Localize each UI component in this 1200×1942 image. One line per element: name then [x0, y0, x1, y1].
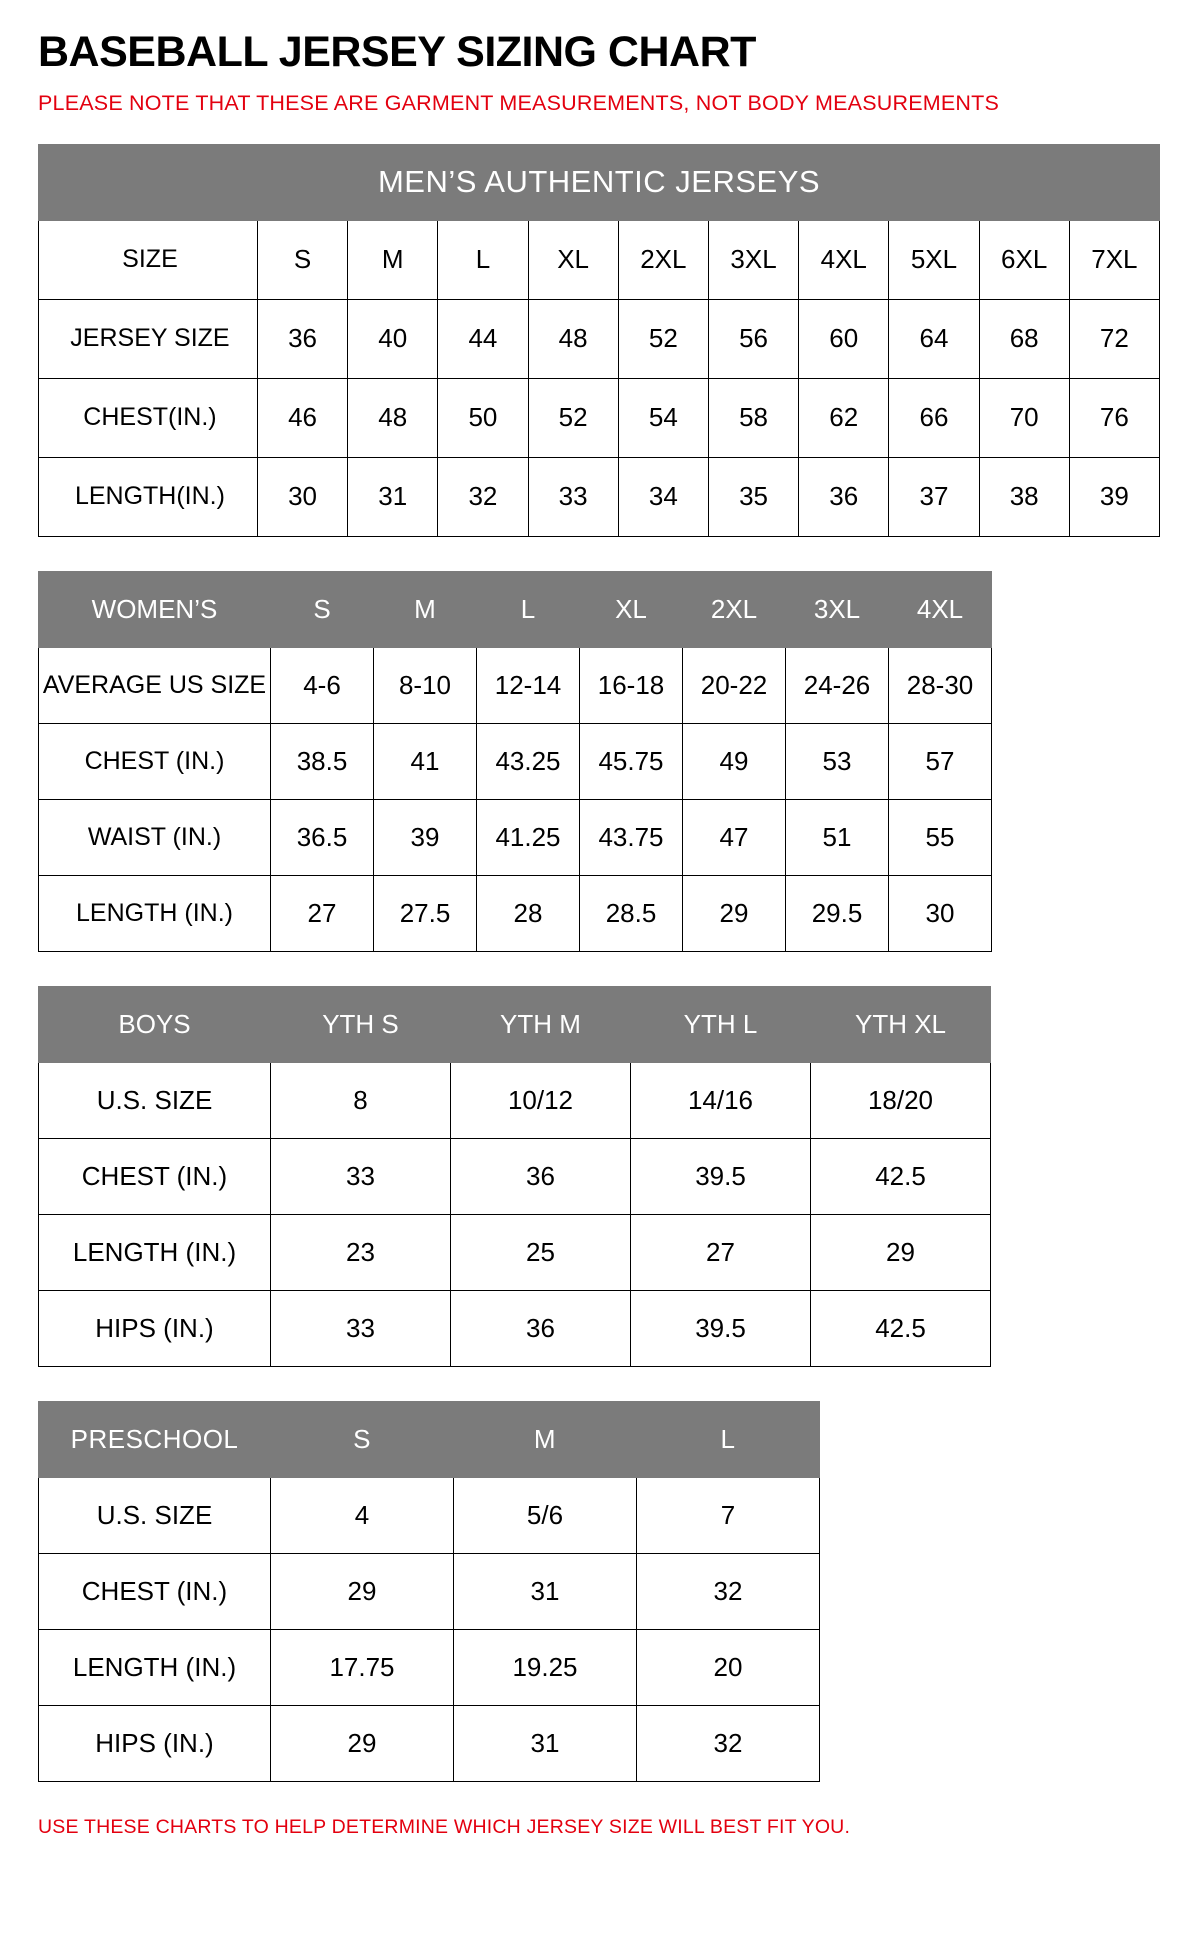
table-row	[39, 1290, 991, 1366]
column-header: S	[271, 1401, 454, 1477]
cell: 29	[811, 1214, 991, 1290]
cell: 18/20	[811, 1062, 991, 1138]
cell: 28.5	[580, 875, 683, 951]
boys-sizing-table	[38, 986, 991, 1367]
cell: 40	[348, 299, 438, 378]
womens-sizing-table	[38, 571, 992, 952]
cell: 4	[271, 1477, 454, 1553]
cell: 33	[528, 457, 618, 536]
boys-header-label: BOYS	[39, 986, 271, 1062]
cell: 32	[637, 1553, 820, 1629]
cell: XL	[528, 220, 618, 299]
cell: 31	[454, 1553, 637, 1629]
cell: 29	[271, 1705, 454, 1781]
cell: 50	[438, 378, 528, 457]
cell: 54	[618, 378, 708, 457]
preschool-header-label: PRESCHOOL	[39, 1401, 271, 1477]
cell: 58	[708, 378, 798, 457]
cell: 36.5	[271, 799, 374, 875]
cell: 29.5	[786, 875, 889, 951]
row-label: LENGTH(IN.)	[39, 457, 258, 536]
cell: 14/16	[631, 1062, 811, 1138]
column-header: YTH S	[271, 986, 451, 1062]
cell: 52	[618, 299, 708, 378]
cell: 30	[889, 875, 992, 951]
table-row	[39, 378, 1160, 457]
cell: 42.5	[811, 1138, 991, 1214]
cell: M	[348, 220, 438, 299]
cell: 55	[889, 799, 992, 875]
column-header: YTH XL	[811, 986, 991, 1062]
cell: 38	[979, 457, 1069, 536]
cell: 56	[708, 299, 798, 378]
cell: 19.25	[454, 1629, 637, 1705]
column-header: L	[637, 1401, 820, 1477]
cell: 66	[889, 378, 979, 457]
cell: 30	[257, 457, 347, 536]
cell: 36	[257, 299, 347, 378]
column-header: S	[271, 571, 374, 647]
cell: 51	[786, 799, 889, 875]
row-label: LENGTH (IN.)	[39, 875, 271, 951]
cell: 28	[477, 875, 580, 951]
cell: 23	[271, 1214, 451, 1290]
cell: 27	[271, 875, 374, 951]
cell: 48	[528, 299, 618, 378]
row-label: U.S. SIZE	[39, 1062, 271, 1138]
cell: 76	[1069, 378, 1159, 457]
cell: 39.5	[631, 1290, 811, 1366]
column-header: YTH M	[451, 986, 631, 1062]
cell: 4XL	[799, 220, 889, 299]
cell: 44	[438, 299, 528, 378]
table-row	[39, 1629, 820, 1705]
cell: 7	[637, 1477, 820, 1553]
cell: 8	[271, 1062, 451, 1138]
row-label: LENGTH (IN.)	[39, 1214, 271, 1290]
cell: 12-14	[477, 647, 580, 723]
cell: 3XL	[708, 220, 798, 299]
cell: 31	[348, 457, 438, 536]
row-label: HIPS (IN.)	[39, 1705, 271, 1781]
cell: 10/12	[451, 1062, 631, 1138]
row-label: JERSEY SIZE	[39, 299, 258, 378]
cell: 25	[451, 1214, 631, 1290]
column-header: 4XL	[889, 571, 992, 647]
cell: 33	[271, 1290, 451, 1366]
row-label: CHEST (IN.)	[39, 1553, 271, 1629]
cell: 52	[528, 378, 618, 457]
table-row	[39, 457, 1160, 536]
row-label: LENGTH (IN.)	[39, 1629, 271, 1705]
cell: 37	[889, 457, 979, 536]
cell: 53	[786, 723, 889, 799]
cell: 38.5	[271, 723, 374, 799]
cell: 16-18	[580, 647, 683, 723]
table-row	[39, 723, 992, 799]
table-row	[39, 1553, 820, 1629]
cell: 39	[374, 799, 477, 875]
page-title: BASEBALL JERSEY SIZING CHART	[38, 28, 756, 76]
cell: 35	[708, 457, 798, 536]
cell: 39	[1069, 457, 1159, 536]
cell: 20	[637, 1629, 820, 1705]
table-row	[39, 647, 992, 723]
cell: 43.25	[477, 723, 580, 799]
row-label: CHEST (IN.)	[39, 1138, 271, 1214]
table-row	[39, 1401, 820, 1477]
table-row	[39, 1477, 820, 1553]
table-row	[39, 299, 1160, 378]
cell: 41.25	[477, 799, 580, 875]
column-header: L	[477, 571, 580, 647]
cell: 28-30	[889, 647, 992, 723]
table-row	[39, 1138, 991, 1214]
cell: 48	[348, 378, 438, 457]
cell: 36	[799, 457, 889, 536]
row-label: AVERAGE US SIZE	[39, 647, 271, 723]
row-label: SIZE	[39, 220, 258, 299]
cell: 41	[374, 723, 477, 799]
mens-sizing-table	[38, 144, 1160, 537]
column-header: XL	[580, 571, 683, 647]
mens-banner: MEN’S AUTHENTIC JERSEYS	[39, 144, 1160, 220]
cell: 20-22	[683, 647, 786, 723]
cell: S	[257, 220, 347, 299]
cell: 49	[683, 723, 786, 799]
cell: 45.75	[580, 723, 683, 799]
column-header: 3XL	[786, 571, 889, 647]
row-label: WAIST (IN.)	[39, 799, 271, 875]
table-row	[39, 986, 991, 1062]
womens-header-label: WOMEN’S	[39, 571, 271, 647]
table-row	[39, 1705, 820, 1781]
table-row	[39, 1062, 991, 1138]
table-row	[39, 220, 1160, 299]
column-header: M	[374, 571, 477, 647]
cell: L	[438, 220, 528, 299]
table-row	[39, 875, 992, 951]
cell: 24-26	[786, 647, 889, 723]
cell: 32	[438, 457, 528, 536]
cell: 68	[979, 299, 1069, 378]
cell: 27	[631, 1214, 811, 1290]
cell: 33	[271, 1138, 451, 1214]
cell: 34	[618, 457, 708, 536]
table-row	[39, 1214, 991, 1290]
cell: 4-6	[271, 647, 374, 723]
cell: 27.5	[374, 875, 477, 951]
cell: 72	[1069, 299, 1159, 378]
preschool-sizing-table	[38, 1401, 820, 1782]
column-header: YTH L	[631, 986, 811, 1062]
row-label: HIPS (IN.)	[39, 1290, 271, 1366]
cell: 57	[889, 723, 992, 799]
cell: 70	[979, 378, 1069, 457]
row-label: CHEST(IN.)	[39, 378, 258, 457]
cell: 64	[889, 299, 979, 378]
table-row	[39, 571, 992, 647]
cell: 60	[799, 299, 889, 378]
cell: 6XL	[979, 220, 1069, 299]
cell: 43.75	[580, 799, 683, 875]
cell: 2XL	[618, 220, 708, 299]
cell: 32	[637, 1705, 820, 1781]
footer-note: USE THESE CHARTS TO HELP DETERMINE WHICH JERSEY SIZE WILL BEST FIT YOU.	[38, 1815, 851, 1838]
cell: 5XL	[889, 220, 979, 299]
cell: 39.5	[631, 1138, 811, 1214]
row-label: U.S. SIZE	[39, 1477, 271, 1553]
cell: 8-10	[374, 647, 477, 723]
column-header: M	[454, 1401, 637, 1477]
cell: 42.5	[811, 1290, 991, 1366]
cell: 36	[451, 1138, 631, 1214]
table-row	[39, 799, 992, 875]
cell: 31	[454, 1705, 637, 1781]
row-label: CHEST (IN.)	[39, 723, 271, 799]
cell: 62	[799, 378, 889, 457]
cell: 46	[257, 378, 347, 457]
cell: 5/6	[454, 1477, 637, 1553]
cell: 17.75	[271, 1629, 454, 1705]
cell: 29	[683, 875, 786, 951]
cell: 36	[451, 1290, 631, 1366]
column-header: 2XL	[683, 571, 786, 647]
cell: 29	[271, 1553, 454, 1629]
cell: 47	[683, 799, 786, 875]
measurement-note: PLEASE NOTE THAT THESE ARE GARMENT MEASUREMENTS, NOT BODY MEASUREMENTS	[38, 91, 999, 116]
table-row	[39, 144, 1160, 220]
cell: 7XL	[1069, 220, 1159, 299]
